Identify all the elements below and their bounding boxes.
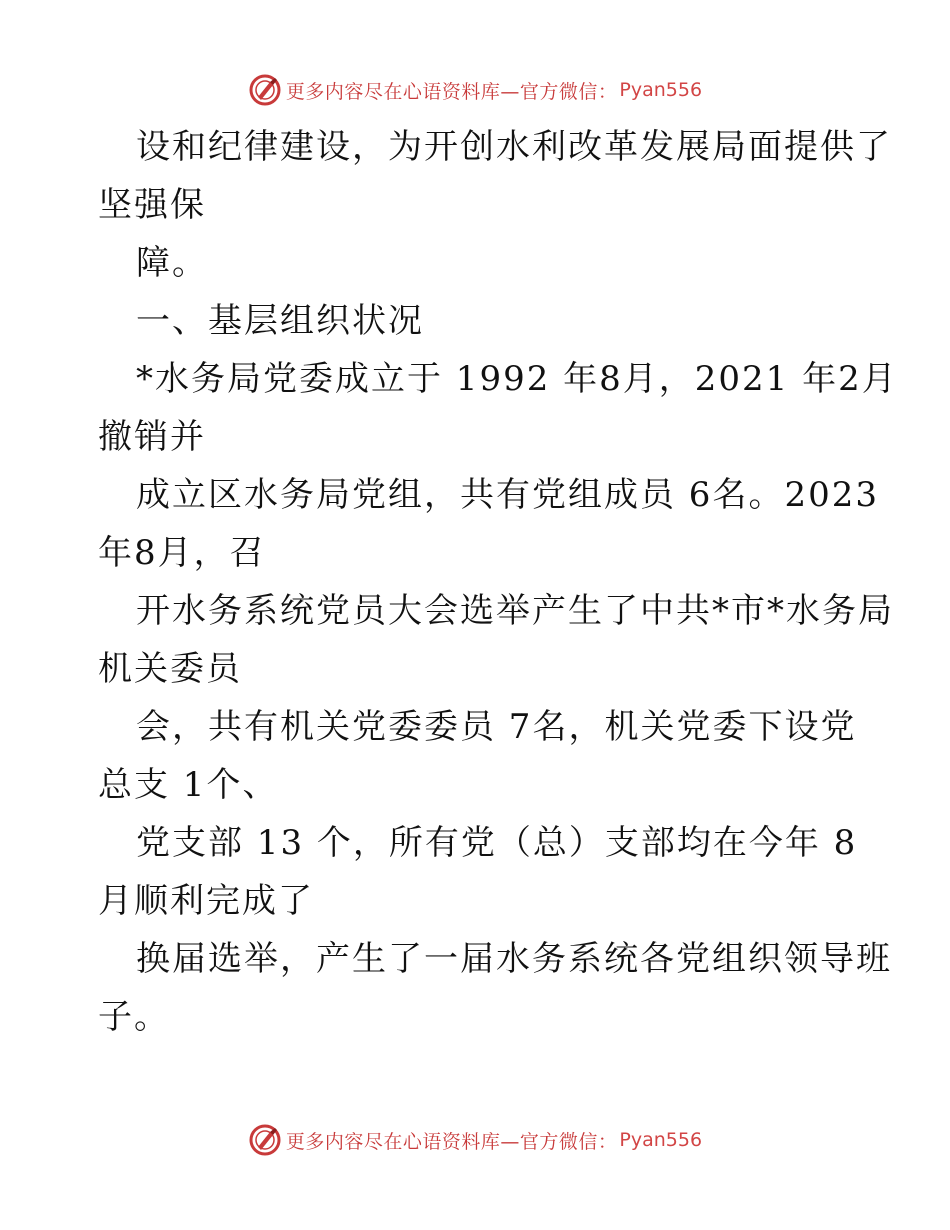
text-line: 开水务系统党员大会选举产生了中共*市*水务局: [136, 591, 894, 631]
pen-nib-logo-icon: [248, 1123, 282, 1157]
text-line: 坚强保: [98, 185, 206, 225]
footer-wechat-id: Pyan556: [619, 1129, 703, 1151]
text-line: 总支 1个、: [98, 765, 279, 805]
text-line: 设和纪律建设，为开创水利改革发展局面提供了: [136, 127, 892, 167]
text-line: 一、基层组织状况: [136, 301, 424, 341]
footer-watermark-banner: [0, 1120, 950, 1160]
text-line: 成立区水务局党组，共有党组成员 6名。2023: [136, 475, 879, 515]
text-line: 年8月，召: [98, 533, 266, 573]
footer-banner-text: 更多内容尽在心语资料库—官方微信：: [285, 1130, 618, 1153]
text-line: 会，共有机关党委委员 7名，机关党委下设党: [136, 707, 857, 747]
text-line: 机关委员: [98, 649, 242, 689]
header-watermark-banner: [0, 70, 950, 110]
text-line: 障。: [136, 243, 208, 283]
text-line: 子。: [98, 997, 170, 1037]
header-banner-text: 更多内容尽在心语资料库—官方微信：: [285, 80, 618, 103]
text-line: 撤销并: [98, 417, 206, 457]
pen-nib-logo-icon: [248, 73, 282, 107]
text-line: 党支部 13 个，所有党（总）支部均在今年 8: [136, 823, 858, 863]
text-line: *水务局党委成立于 1992 年8月，2021 年2月: [136, 359, 898, 399]
document-body: [98, 118, 898, 1046]
text-line: 换届选举，产生了一届水务系统各党组织领导班: [136, 939, 892, 979]
header-wechat-id: Pyan556: [619, 79, 703, 101]
text-line: 月顺利完成了: [98, 881, 314, 921]
